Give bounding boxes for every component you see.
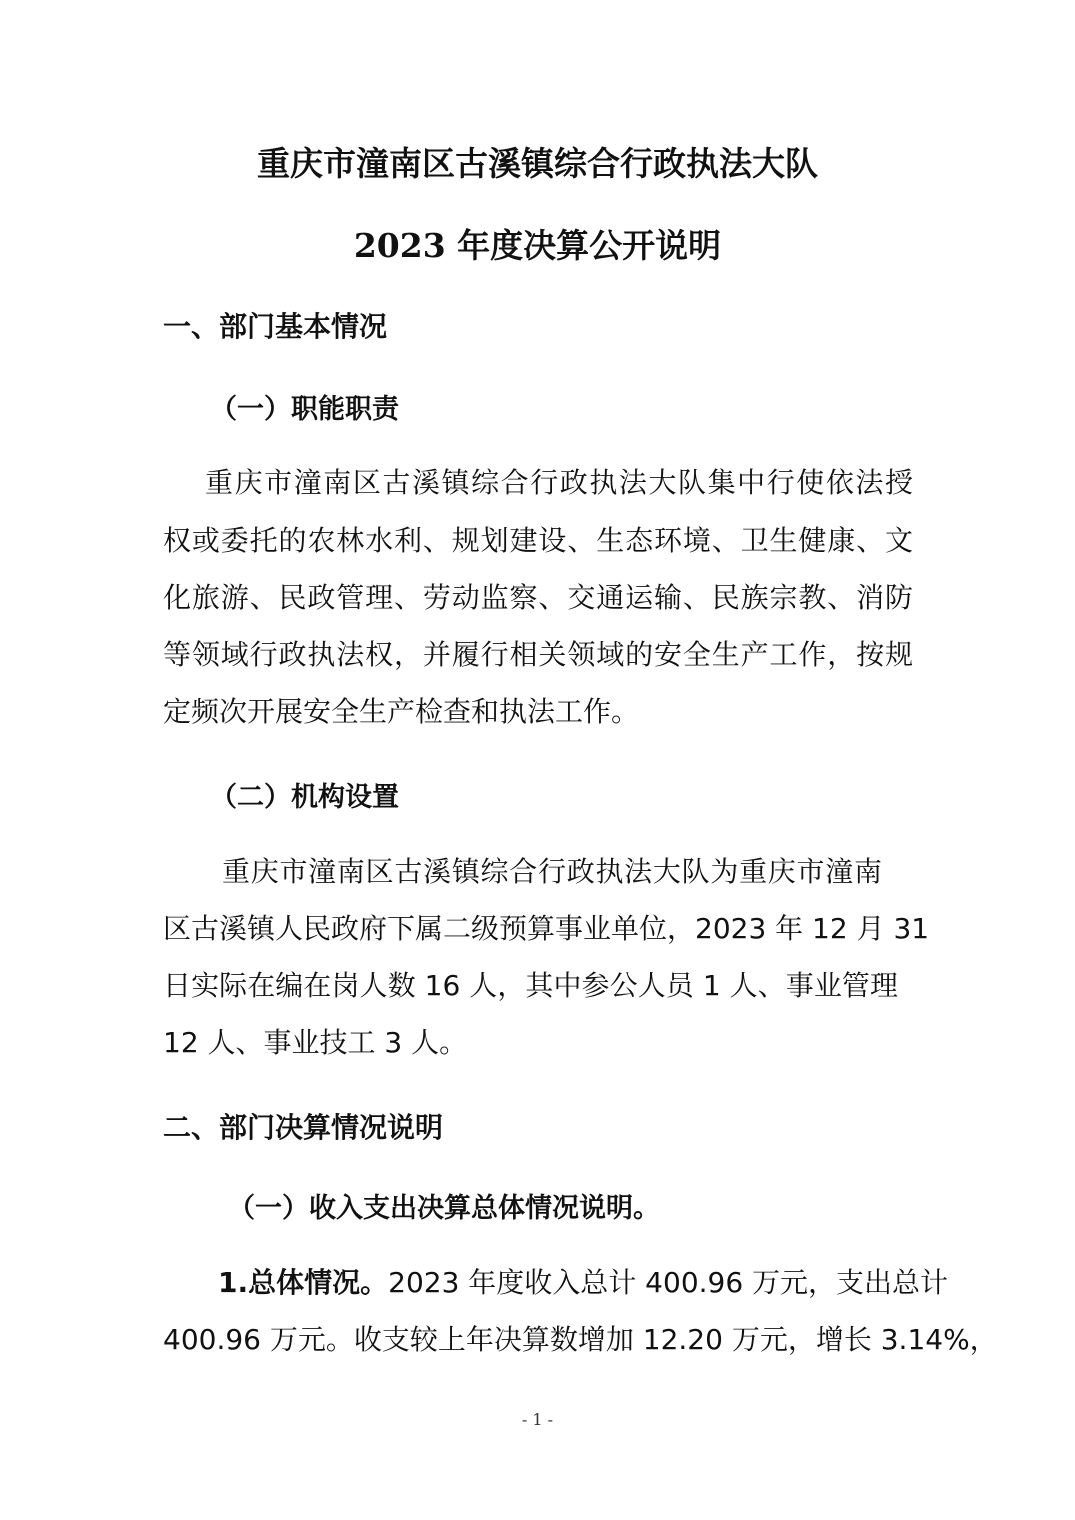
document-title-line1: 重庆市潼南区古溪镇综合行政执法大队 — [257, 144, 818, 183]
paragraph-line: 日实际在编在岗人数 16 人，其中参公人员 1 人、事业管理 — [163, 969, 898, 1002]
subsection-heading-functions: （一）职能职责 — [210, 394, 399, 425]
paragraph-line: 12 人、事业技工 3 人。 — [163, 1026, 468, 1059]
page-number: - 1 - — [521, 1410, 554, 1429]
paragraph-line: 重庆市潼南区古溪镇综合行政执法大队为重庆市潼南 — [222, 855, 882, 888]
subsection-heading-organization: （二）机构设置 — [210, 782, 399, 813]
paragraph-line: 400.96 万元。收支较上年决算数增加 12.20 万元，增长 3.14%， — [163, 1323, 998, 1356]
paragraph-line: 权或委托的农林水利、规划建设、生态环境、卫生健康、文 — [163, 524, 913, 557]
paragraph-line: 化旅游、民政管理、劳动监察、交通运输、民族宗教、消防 — [163, 581, 913, 614]
paragraph-line: 等领域行政执法权，并履行相关领域的安全生产工作，按规 — [163, 638, 913, 671]
section-heading-basic-info: 一、部门基本情况 — [163, 310, 388, 343]
subsection-heading-income-expenditure: （一）收入支出决算总体情况说明。 — [228, 1193, 660, 1224]
paragraph-line: 定频次开展安全生产检查和执法工作。 — [163, 695, 640, 728]
document-title-line2: 2023 年度决算公开说明 — [353, 226, 722, 265]
paragraph-lead-bold: 1.总体情况。 — [218, 1266, 389, 1299]
paragraph-line: 重庆市潼南区古溪镇综合行政执法大队集中行使依法授 — [205, 466, 913, 499]
section-heading-final-accounts: 二、部门决算情况说明 — [163, 1111, 444, 1144]
paragraph-line — [218, 1265, 949, 1301]
paragraph-line: 区古溪镇人民政府下属二级预算事业单位，2023 年 12 月 31 — [163, 912, 930, 945]
paragraph-lead-rest: 2023 年度收入总计 400.96 万元，支出总计 — [388, 1266, 949, 1299]
